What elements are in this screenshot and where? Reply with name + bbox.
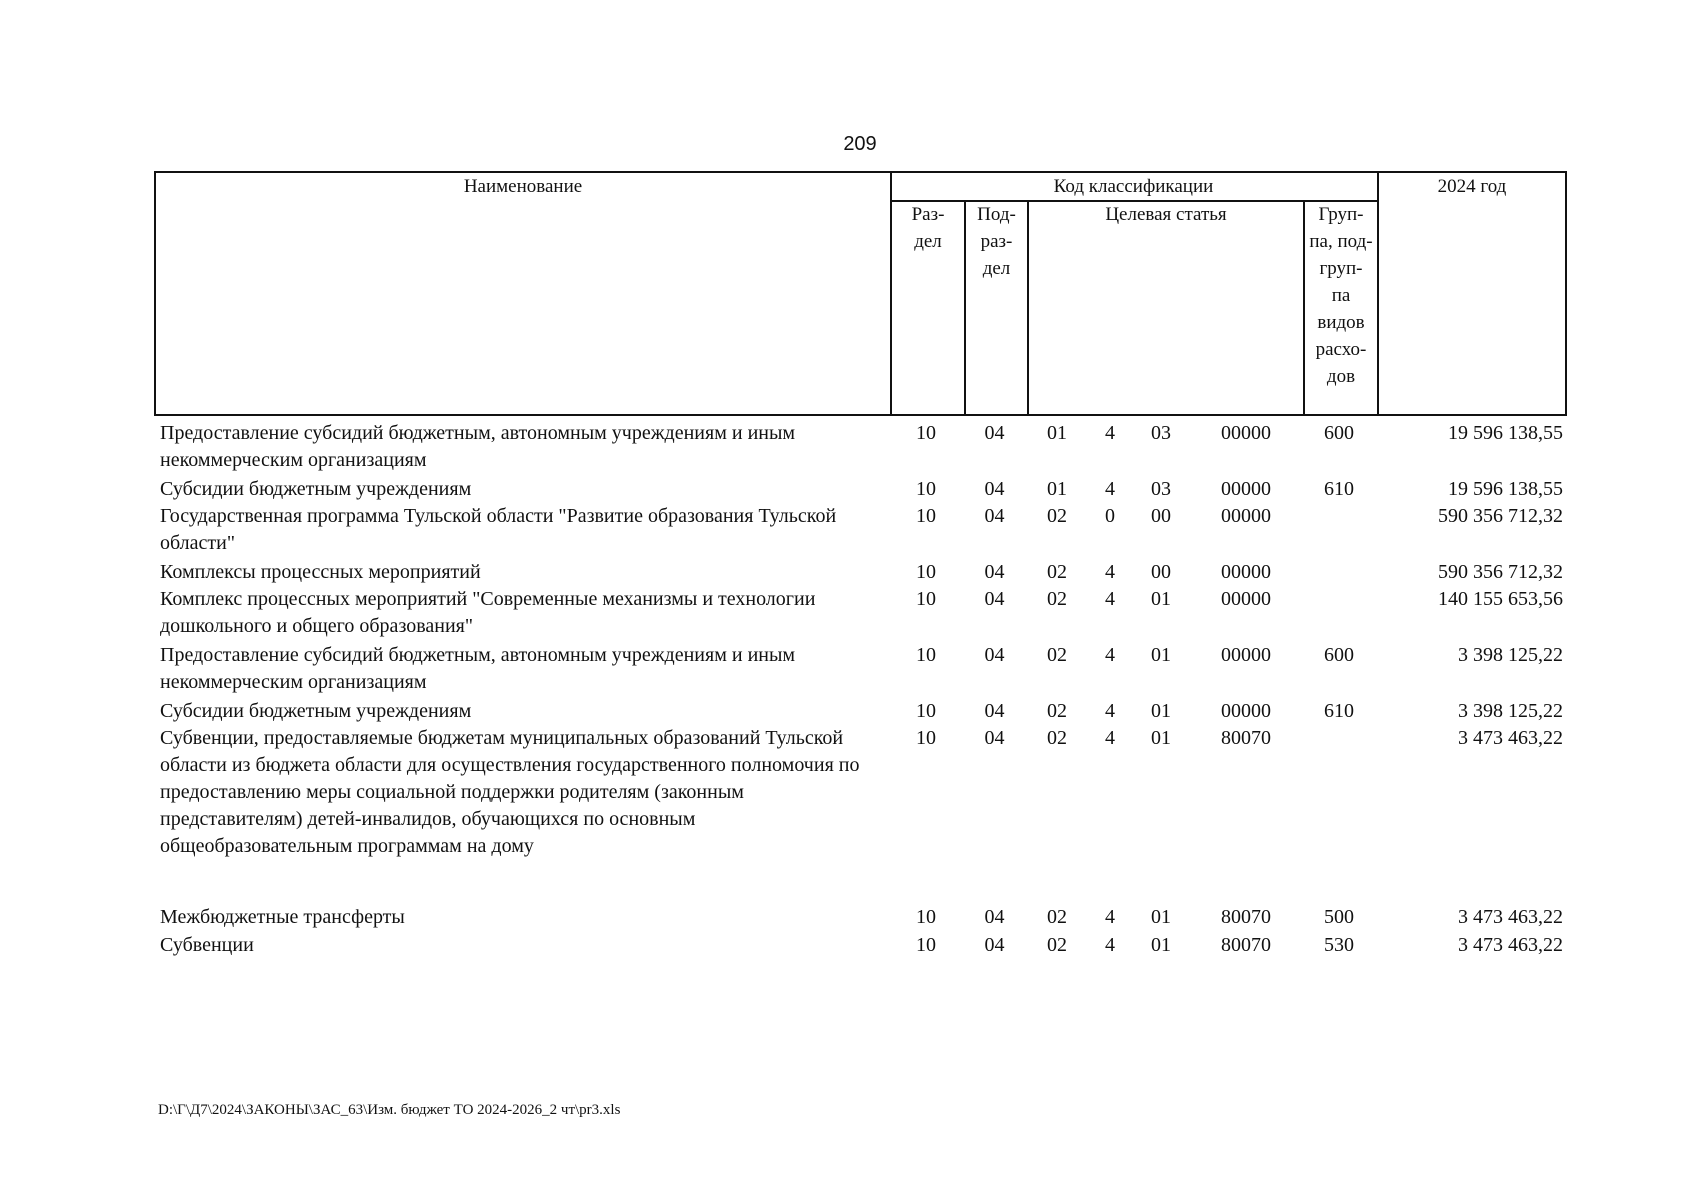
row-amount: 19 596 138,55 (1448, 478, 1563, 500)
row-t1: 01 (1047, 478, 1067, 500)
row-group: 610 (1324, 700, 1354, 722)
row-amount: 590 356 712,32 (1438, 561, 1563, 583)
header-classification: Код классификации (1053, 176, 1214, 197)
row-t4: 00000 (1221, 588, 1271, 610)
header-group-line: расхо- (1315, 339, 1367, 360)
header-section (892, 201, 964, 255)
row-t2: 4 (1105, 644, 1115, 666)
header-subsection-line: Под- (977, 204, 1016, 225)
row-t1: 02 (1047, 906, 1067, 928)
header-group-line: па (1331, 285, 1351, 306)
header-year: 2024 год (1437, 176, 1507, 197)
row-t4: 80070 (1221, 906, 1271, 928)
header-divider (1377, 173, 1379, 414)
row-t2: 4 (1105, 422, 1115, 444)
row-subsection: 04 (984, 934, 1005, 956)
row-amount: 3 398 125,22 (1458, 700, 1563, 722)
row-t2: 4 (1105, 561, 1115, 583)
row-t3: 00 (1151, 561, 1171, 583)
row-t1: 02 (1047, 727, 1067, 749)
row-name: Предоставление субсидий бюджетным, автономным учреждениям и иным некоммерческим организациям (160, 644, 796, 693)
row-name: Межбюджетные трансферты (160, 906, 405, 928)
row-t3: 01 (1151, 727, 1171, 749)
header-group (1305, 201, 1377, 390)
header-group-line: видов (1317, 312, 1365, 333)
row-section: 10 (916, 906, 936, 928)
row-name: Предоставление субсидий бюджетным, автономным учреждениям и иным некоммерческим организациям (160, 422, 796, 471)
header-subsection-line: раз- (980, 231, 1013, 252)
row-t2: 4 (1105, 478, 1115, 500)
row-section: 10 (916, 727, 936, 749)
row-group: 530 (1324, 934, 1354, 956)
row-subsection: 04 (984, 906, 1005, 928)
row-amount: 590 356 712,32 (1438, 505, 1563, 527)
row-t3: 01 (1151, 934, 1171, 956)
row-t2: 4 (1105, 727, 1115, 749)
row-t2: 4 (1105, 906, 1115, 928)
row-t4: 00000 (1221, 422, 1271, 444)
row-t2: 4 (1105, 700, 1115, 722)
header-subsection (966, 201, 1027, 282)
row-section: 10 (916, 588, 936, 610)
page-number: 209 (843, 133, 877, 155)
row-t1: 01 (1047, 422, 1067, 444)
row-t2: 0 (1105, 505, 1115, 527)
row-subsection: 04 (984, 588, 1005, 610)
row-t4: 00000 (1221, 561, 1271, 583)
header-target-article: Целевая статья (1105, 204, 1227, 225)
row-group: 610 (1324, 478, 1354, 500)
header-divider (1027, 200, 1029, 414)
row-amount: 140 155 653,56 (1438, 588, 1563, 610)
row-group: 600 (1324, 422, 1354, 444)
row-t3: 03 (1151, 478, 1171, 500)
header-section-line: Раз- (911, 204, 945, 225)
row-t4: 00000 (1221, 700, 1271, 722)
row-group: 600 (1324, 644, 1354, 666)
row-section: 10 (916, 934, 936, 956)
row-section: 10 (916, 700, 936, 722)
row-t4: 00000 (1221, 644, 1271, 666)
row-t3: 00 (1151, 505, 1171, 527)
row-t3: 01 (1151, 700, 1171, 722)
row-name: Комплексы процессных мероприятий (160, 561, 481, 583)
row-amount: 3 473 463,22 (1458, 906, 1563, 928)
row-subsection: 04 (984, 644, 1005, 666)
table-header (154, 171, 1567, 416)
row-t1: 02 (1047, 934, 1067, 956)
header-subsection-line: дел (982, 258, 1011, 279)
row-t1: 02 (1047, 561, 1067, 583)
row-section: 10 (916, 561, 936, 583)
row-amount: 3 398 125,22 (1458, 644, 1563, 666)
row-t2: 4 (1105, 588, 1115, 610)
row-section: 10 (916, 505, 936, 527)
row-t1: 02 (1047, 700, 1067, 722)
row-name: Субвенции (160, 934, 254, 956)
row-subsection: 04 (984, 727, 1005, 749)
row-t4: 00000 (1221, 505, 1271, 527)
row-section: 10 (916, 478, 936, 500)
row-amount: 3 473 463,22 (1458, 934, 1563, 956)
row-amount: 3 473 463,22 (1458, 727, 1563, 749)
row-amount: 19 596 138,55 (1448, 422, 1563, 444)
row-name: Субсидии бюджетным учреждениям (160, 700, 472, 722)
header-section-line: дел (914, 231, 942, 252)
row-t3: 03 (1151, 422, 1171, 444)
row-t3: 01 (1151, 906, 1171, 928)
row-name: Государственная программа Тульской области "Развитие образования Тульской области" (160, 505, 837, 554)
row-t2: 4 (1105, 934, 1115, 956)
file-path-footer: D:\Г\Д7\2024\ЗАКОНЫ\ЗАС_63\Изм. бюджет ТО 2024-2026_2 чт\pr3.xls (158, 1102, 621, 1118)
row-section: 10 (916, 422, 936, 444)
row-t3: 01 (1151, 588, 1171, 610)
row-t4: 00000 (1221, 478, 1271, 500)
row-subsection: 04 (984, 700, 1005, 722)
row-subsection: 04 (984, 561, 1005, 583)
row-subsection: 04 (984, 422, 1005, 444)
row-t1: 02 (1047, 505, 1067, 527)
row-subsection: 04 (984, 478, 1005, 500)
row-subsection: 04 (984, 505, 1005, 527)
row-t3: 01 (1151, 644, 1171, 666)
header-group-line: па, под- (1309, 231, 1373, 252)
row-name: Субвенции, предоставляемые бюджетам муниципальных образований Тульской области из бюджета области для осуществления государственного полномочия по предоставлению меры социальной поддержки родителям (законным представителям) детей-инвалидов, обучающихся по основным общеобразовательным программам на дому (160, 727, 860, 857)
header-group-line: груп- (1319, 258, 1363, 279)
row-name: Субсидии бюджетным учреждениям (160, 478, 472, 500)
header-group-line: Груп- (1318, 204, 1364, 225)
row-t4: 80070 (1221, 727, 1271, 749)
header-name: Наименование (463, 176, 583, 197)
row-t1: 02 (1047, 644, 1067, 666)
row-section: 10 (916, 644, 936, 666)
row-t1: 02 (1047, 588, 1067, 610)
row-group: 500 (1324, 906, 1354, 928)
header-group-line: дов (1326, 366, 1356, 387)
row-t4: 80070 (1221, 934, 1271, 956)
row-name: Комплекс процессных мероприятий "Современные механизмы и технологии дошкольного и общего образования" (160, 588, 816, 637)
